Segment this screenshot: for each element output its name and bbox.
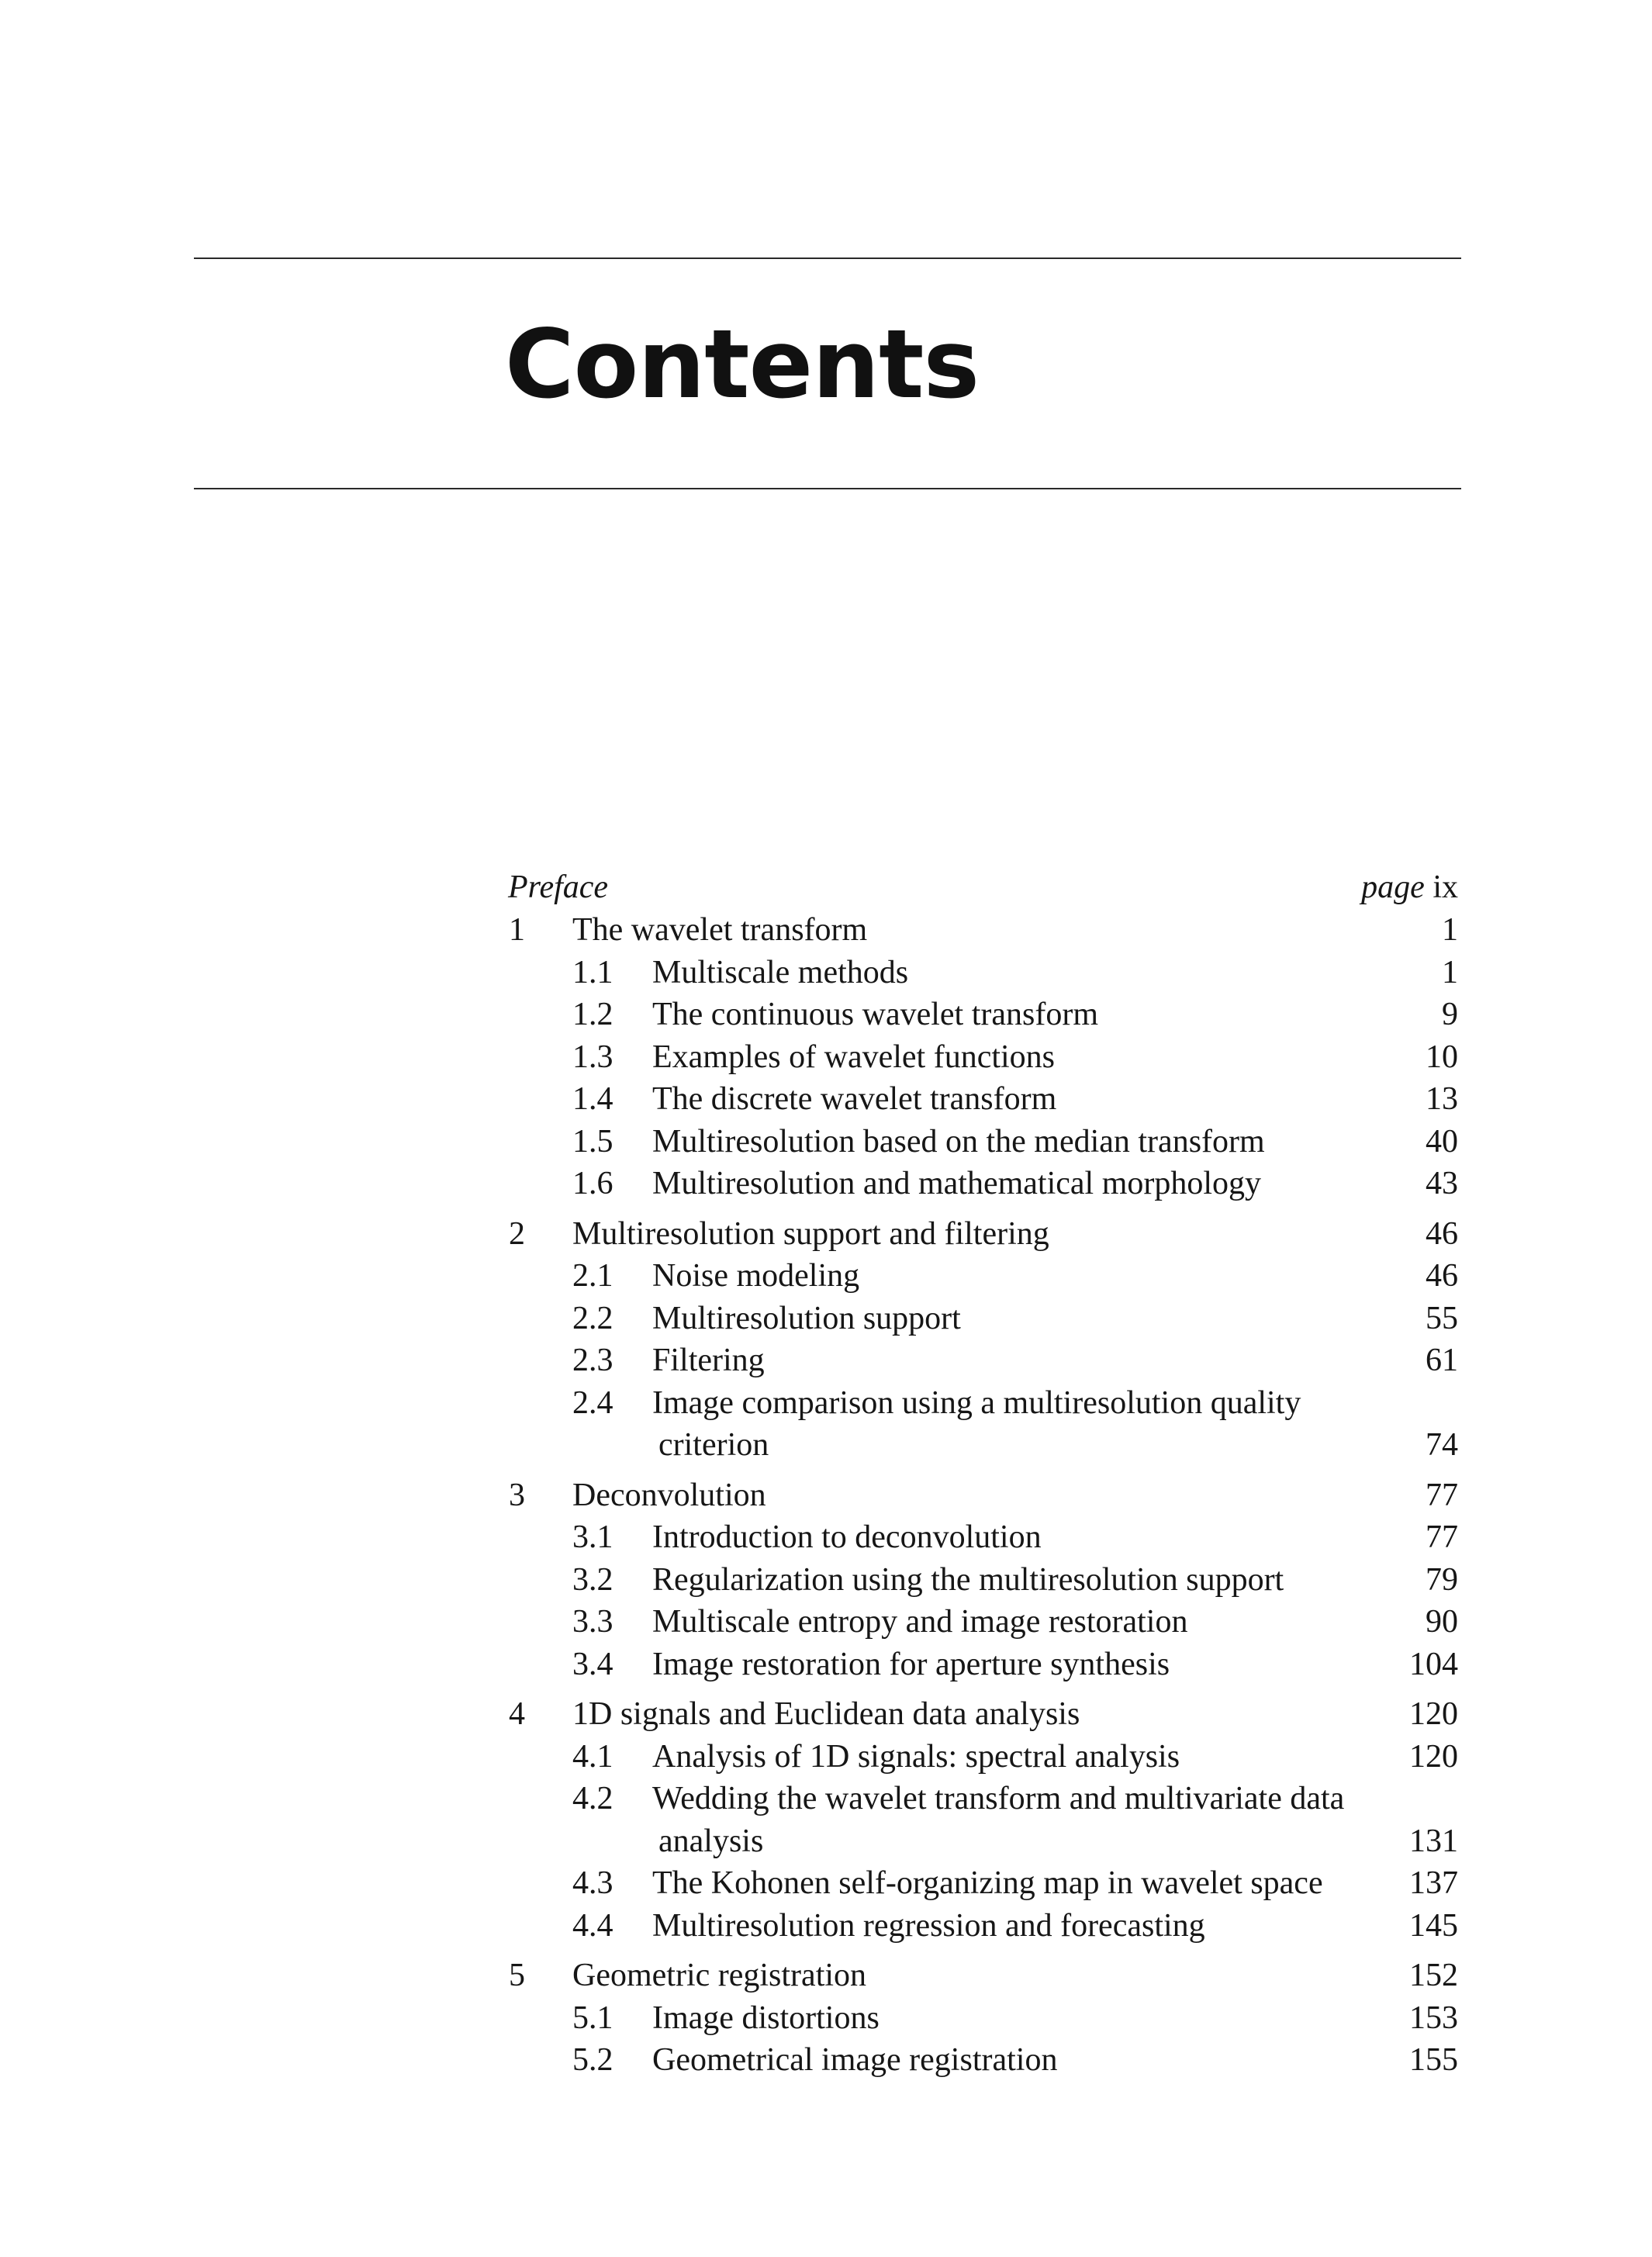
section-title: Wedding the wavelet transform and multivariate data bbox=[652, 1781, 1345, 1816]
section-page: 90 bbox=[1426, 1604, 1458, 1640]
section-page: 55 bbox=[1426, 1301, 1458, 1336]
section-title: Multiscale methods bbox=[652, 955, 909, 990]
section-page: 155 bbox=[1409, 2042, 1458, 2078]
section-title-continued: analysis bbox=[658, 1823, 764, 1859]
section-number: 1.5 bbox=[572, 1124, 613, 1160]
section-number: 2.1 bbox=[572, 1258, 613, 1294]
section-number: 5.1 bbox=[572, 2000, 613, 2036]
preface-label: Preface bbox=[508, 869, 609, 905]
section-number: 1.6 bbox=[572, 1166, 613, 1201]
section-number: 3.2 bbox=[572, 1562, 613, 1598]
preface-page-prefix: page bbox=[1361, 869, 1425, 905]
section-title: The continuous wavelet transform bbox=[652, 997, 1098, 1032]
chapter-number: 3 bbox=[509, 1478, 525, 1513]
section-title: Analysis of 1D signals: spectral analysis bbox=[652, 1739, 1180, 1775]
section-number: 1.4 bbox=[572, 1081, 613, 1117]
section-title: Examples of wavelet functions bbox=[652, 1039, 1056, 1075]
section-title: Image restoration for aperture synthesis bbox=[652, 1647, 1170, 1682]
section-number: 4.2 bbox=[572, 1781, 613, 1816]
chapter-page: 77 bbox=[1426, 1478, 1458, 1513]
section-page: 9 bbox=[1442, 997, 1458, 1032]
section-page: 145 bbox=[1409, 1908, 1458, 1944]
chapter-title: The wavelet transform bbox=[572, 912, 868, 948]
chapter-title: Deconvolution bbox=[572, 1478, 766, 1513]
section-page: 77 bbox=[1426, 1519, 1458, 1555]
section-page: 61 bbox=[1426, 1343, 1458, 1378]
section-title: The Kohonen self-organizing map in wavelet space bbox=[652, 1865, 1323, 1901]
section-number: 4.3 bbox=[572, 1865, 613, 1901]
section-title: Image distortions bbox=[652, 2000, 880, 2036]
chapter-title: Multiresolution support and filtering bbox=[572, 1216, 1049, 1252]
section-page: 40 bbox=[1426, 1124, 1458, 1160]
section-number: 3.4 bbox=[572, 1647, 613, 1682]
section-title-continued: criterion bbox=[658, 1427, 769, 1463]
section-title: Multiresolution and mathematical morphology bbox=[652, 1166, 1262, 1201]
section-title: Geometrical image registration bbox=[652, 2042, 1058, 2078]
section-page: 131 bbox=[1409, 1823, 1458, 1859]
section-title: Multiresolution regression and forecasting bbox=[652, 1908, 1205, 1944]
section-title: Introduction to deconvolution bbox=[652, 1519, 1042, 1555]
section-number: 4.4 bbox=[572, 1908, 613, 1944]
section-page: 10 bbox=[1426, 1039, 1458, 1075]
section-number: 4.1 bbox=[572, 1739, 613, 1775]
chapter-title: 1D signals and Euclidean data analysis bbox=[572, 1696, 1080, 1732]
chapter-number: 1 bbox=[509, 912, 525, 948]
section-title: Filtering bbox=[652, 1343, 765, 1378]
section-number: 5.2 bbox=[572, 2042, 613, 2078]
section-page: 46 bbox=[1426, 1258, 1458, 1294]
section-title: Multiresolution support bbox=[652, 1301, 961, 1336]
page-title: Contents bbox=[505, 309, 980, 420]
section-page: 120 bbox=[1409, 1739, 1458, 1775]
section-number: 3.1 bbox=[572, 1519, 613, 1555]
chapter-number: 2 bbox=[509, 1216, 525, 1252]
chapter-page: 152 bbox=[1409, 1958, 1458, 1993]
chapter-title: Geometric registration bbox=[572, 1958, 867, 1993]
chapter-number: 4 bbox=[509, 1696, 525, 1732]
section-title: Noise modeling bbox=[652, 1258, 860, 1294]
section-number: 2.4 bbox=[572, 1385, 613, 1421]
chapter-page: 120 bbox=[1409, 1696, 1458, 1732]
section-title: The discrete wavelet transform bbox=[652, 1081, 1057, 1117]
section-number: 2.2 bbox=[572, 1301, 613, 1336]
section-page: 1 bbox=[1442, 955, 1458, 990]
section-number: 1.1 bbox=[572, 955, 613, 990]
preface-page bbox=[1361, 866, 1458, 908]
section-page: 13 bbox=[1426, 1081, 1458, 1117]
chapter-page: 1 bbox=[1442, 912, 1458, 948]
section-number: 2.3 bbox=[572, 1343, 613, 1378]
preface-page-number: ix bbox=[1433, 869, 1458, 905]
chapter-number: 5 bbox=[509, 1958, 525, 1993]
section-title: Multiscale entropy and image restoration bbox=[652, 1604, 1188, 1640]
section-page: 74 bbox=[1426, 1427, 1458, 1463]
section-page: 104 bbox=[1409, 1647, 1458, 1682]
section-page: 153 bbox=[1409, 2000, 1458, 2036]
section-page: 79 bbox=[1426, 1562, 1458, 1598]
section-number: 1.3 bbox=[572, 1039, 613, 1075]
section-title: Image comparison using a multiresolution quality bbox=[652, 1385, 1301, 1421]
section-number: 3.3 bbox=[572, 1604, 613, 1640]
section-page: 137 bbox=[1409, 1865, 1458, 1901]
section-title: Regularization using the multiresolution support bbox=[652, 1562, 1284, 1598]
section-page: 43 bbox=[1426, 1166, 1458, 1201]
section-title: Multiresolution based on the median transform bbox=[652, 1124, 1265, 1160]
chapter-page: 46 bbox=[1426, 1216, 1458, 1252]
section-number: 1.2 bbox=[572, 997, 613, 1032]
